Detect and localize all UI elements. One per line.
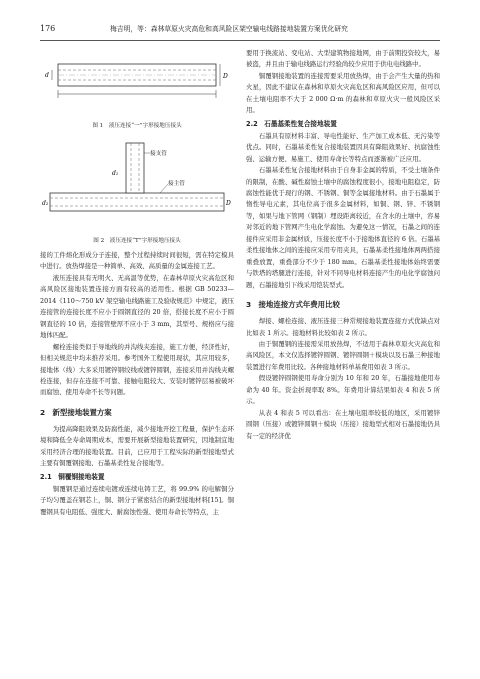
- label-main: 接主管: [168, 181, 185, 187]
- running-header: [40, 22, 440, 41]
- figure-2-caption: 图 2 液压连接“T”字形接地压接头: [93, 238, 181, 244]
- section-2-heading: 2 新型接地装置方案: [40, 407, 112, 417]
- left-paragraph-2: 液压连接具有无明火、无高温等优势，在森林草原火灾高危区和高风险区接地装置连接方面有较高的适用性。根据 GB 50233—2014《110～750 kV 架空输电线路施工及验收规范》中规定，液压连接管的连接长度不应小于圆钢直径的 20 倍，搭接长度不应小于圆钢直径的 10 倍，连接管壁厚不应小于 3 mm，其型号、规格应与接地体匹配。: [40, 273, 234, 340]
- right-column: [246, 48, 440, 442]
- figure-1-caption: 图 1 液压连接“一”字形接地压接头: [92, 123, 182, 129]
- label-d2: d₂: [42, 200, 49, 207]
- figure-2: [40, 135, 234, 246]
- label-d-outer: D: [223, 73, 228, 80]
- right-paragraph-8: 从表 4 和表 5 可以看出：在土壤电阻率较低的地区，采用镀锌圆钢（压接）或镀锌圆钢＋模块（压接）接地型式相对石墨接地仍具有一定的经济优: [246, 408, 440, 440]
- figure-2-drawing: [40, 135, 234, 235]
- right-paragraph-3: 石墨具有原材料丰富、导电性能好、生产加工成本低、无污染等优点。同时，石墨基柔性复合接地装置因具有降阻效果好、抗腐蚀性强、运输方便、易施工、使用寿命长等特点而逐渐被广泛应用。: [246, 131, 440, 163]
- label-d-inner: d: [45, 72, 49, 79]
- label-d1: d₁: [112, 170, 119, 177]
- right-paragraph-7: 假设镀锌圆钢使用寿命分别为 10 年和 20 年，石墨接地使用寿命为 40 年。资金折现率取 8%。年费用计算结果如表 4 和表 5 所示。: [246, 374, 440, 406]
- label-d: D: [226, 200, 231, 207]
- label-branch: 接支管: [150, 151, 167, 157]
- left-paragraph-3: 螺栓连接类似于导地线的并沟线夹连接，施工方便，经济性好，但相关规范中均未推荐采用。参考国外工程使用现状，其应用较多，接地体（线）大多采用镀锌钢绞线或镀锌圆钢，连接采用并沟线夹螺栓连接，但存在连接不可靠、接触电阻较大、安装时镀锌层易被破坏而腐蚀、使用寿命不长等问题。: [40, 342, 234, 397]
- right-paragraph-4: 石墨基柔性复合接地材料由于自身非金属的特质，不受土壤条件的限制，在酸、碱性腐蚀土壤中的腐蚀程度很小，接地电阻稳定，防腐蚀性能优于现行的钢、不锈钢、铜等金属接地材料。由于石墨属于惰性导电元素，其电位高于很多金属材料，如铜、钢、锌、不锈钢等，如果与地下管网（钢制）埋设距离较近，在含水的土壤中，容易对邻近的地下管网产生电化学腐蚀。为避免这一情况，石墨之间的连接件应采用非金属材质，压接长度不小于接地体直径的 6 倍。石墨基柔性接地体之间的连接应采用专用夹具，石墨基柔性接地体两两搭接重叠放置，重叠部分不少于 180 mm。石墨基柔性接地体始终需要与铁塔的塔腿进行连接，针对不同导电材料连接产生的电化学腐蚀问题，石墨接地引下线采用铠装型式。: [246, 166, 440, 289]
- leader-main: [160, 184, 168, 193]
- section-3-heading: 3 接地连接方式年费用比较: [246, 300, 340, 310]
- left-paragraph-5: 铜覆钢是通过连续电镀或连续电铸工艺，将 99.9% 的电解铜分子均匀覆盖在钢芯上，铜、钢分子紧密结合的新型接地材料[15]。铜覆钢具有电阻低、强度大、耐腐蚀性强、使用寿命长等特点，主: [40, 484, 234, 516]
- section-2-1-heading: 2.1 铜覆钢接地装置: [40, 472, 105, 481]
- running-title: 梅吉明，等：森林草原火灾高危和高风险区架空输电线路接地装置方案优化研究: [110, 25, 348, 33]
- figure-1-drawing: [40, 48, 234, 120]
- right-paragraph-6: 由于铜覆钢的连接需采用放热焊，不适用于森林草原火灾高危和高风险区，本文仅选择镀锌圆钢、镀锌圆钢＋模块以及石墨三种接地装置进行年费用比较。各种接地材料单基费用如表 3 所示。: [246, 339, 440, 371]
- right-paragraph-5: 焊接、螺栓连接、液压连接三种常规接地装置连接方式优缺点对比如表 1 所示。接地材料比较如表 2 所示。: [246, 317, 440, 337]
- main-pipe: [50, 193, 224, 211]
- right-paragraph-2: 铜覆钢接地装置的连接需要采用放热焊，由于会产生大量的热和火星，因此不建议在森林和草原火灾高危区和高风险区应用，但可以在土壤电阻率不大于 2 000 Ω·m 的森林和草原火灾一般风险区采用。: [246, 71, 440, 115]
- right-paragraph-1: 要用于换流站、变电站、大型建筑物接地网，由于前期投资较大，易被盗，并且由于输电线路运行经验尚较少应用于供电电线路中。: [246, 49, 440, 69]
- page-number: 176: [40, 24, 56, 33]
- left-paragraph-1: 接的工件熔化形成分子连接，整个过程持续时间很短，需在特定模具中进行。放热焊接是一种简单、高效、高质量的金属连接工艺。: [40, 251, 234, 271]
- left-paragraph-4: 为提高降阻效果及防腐性能，减少接地开挖工程量，保护生态环境和降低全寿命周期成本，需要开展新型接地装置研究，因地制宜地采用经济合理的接地装置。目前，已应用于工程实际的新型接地型式主要有铜覆钢接地、石墨基柔性复合接地等。: [40, 424, 234, 468]
- branch-pipe: [126, 143, 144, 193]
- figure-1: [40, 48, 234, 131]
- section-2-2-heading: 2.2 石墨基柔性复合接地装置: [246, 119, 337, 128]
- left-column: [40, 48, 234, 518]
